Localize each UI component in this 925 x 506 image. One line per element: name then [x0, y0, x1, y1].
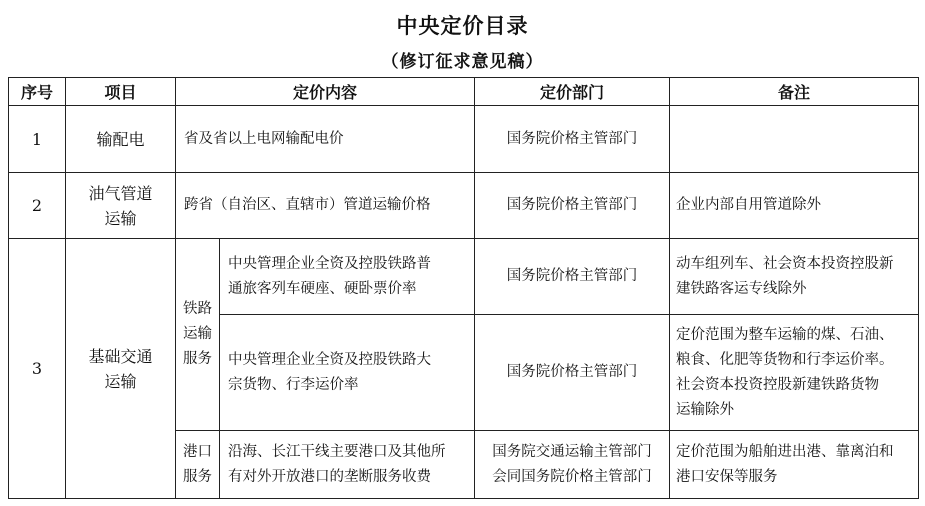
row-seq: 2 [9, 173, 66, 239]
row-seq: 1 [9, 106, 66, 173]
note-line: 定价范围为船舶进出港、靠离泊和 [676, 443, 894, 460]
row-dept: 国务院价格主管部门 [475, 173, 670, 239]
table-row [9, 173, 919, 239]
row-note [670, 239, 919, 315]
row-item-line: 运输 [104, 208, 137, 228]
dept-line: 国务院交通运输主管部门 [492, 443, 652, 460]
row-dept: 国务院价格主管部门 [475, 239, 670, 315]
header-note: 备注 [670, 78, 919, 106]
note-line: 港口安保等服务 [676, 468, 778, 485]
rail-label-line: 铁路 [183, 301, 212, 317]
table-header-row [9, 78, 919, 106]
row-content [220, 431, 475, 499]
rail-service-label [176, 239, 220, 431]
row-item [66, 173, 176, 239]
port-service-label [176, 431, 220, 499]
document-subtitle: （修订征求意见稿） [381, 52, 544, 72]
document-title: 中央定价目录 [396, 14, 529, 38]
row-note [670, 431, 919, 499]
header-content: 定价内容 [176, 78, 475, 106]
port-label-line: 服务 [183, 468, 212, 485]
row-dept: 国务院价格主管部门 [475, 106, 670, 173]
row-note [670, 106, 919, 173]
table-row [9, 106, 919, 173]
header-item: 项目 [66, 78, 176, 106]
note-line: 运输除外 [676, 401, 735, 418]
content-line: 有对外开放港口的垄断服务收费 [228, 468, 431, 485]
row-content: 跨省（自治区、直辖市）管道运输价格 [176, 173, 475, 239]
row-item [66, 239, 176, 499]
rail-label-line: 服务 [183, 351, 212, 367]
rail-label-line: 运输 [183, 326, 212, 342]
row-note: 企业内部自用管道除外 [670, 173, 919, 239]
row-content [220, 315, 475, 431]
content-line: 中央管理企业全资及控股铁路普 [228, 255, 431, 272]
row-seq: 3 [9, 239, 66, 499]
header-seq: 序号 [9, 78, 66, 106]
row-item-line: 基础交通 [88, 346, 153, 366]
row-content: 省及省以上电网输配电价 [176, 106, 475, 173]
note-line: 动车组列车、社会资本投资控股新 [676, 255, 894, 272]
row-dept: 国务院价格主管部门 [475, 315, 670, 431]
content-line: 宗货物、行李运价率 [228, 376, 359, 393]
note-line: 建铁路客运专线除外 [676, 280, 807, 297]
content-line: 沿海、长江干线主要港口及其他所 [228, 443, 446, 460]
content-line: 通旅客列车硬座、硬卧票价率 [228, 280, 417, 297]
port-label-line: 港口 [183, 443, 212, 460]
note-line: 粮食、化肥等货物和行李运价率。 [676, 351, 894, 368]
row-item-line: 运输 [104, 371, 137, 391]
row-content [220, 239, 475, 315]
note-line: 定价范围为整车运输的煤、石油、 [676, 326, 894, 343]
content-line: 中央管理企业全资及控股铁路大 [228, 351, 431, 368]
dept-line: 会同国务院价格主管部门 [492, 468, 652, 485]
row-item: 输配电 [66, 106, 176, 173]
row-item-line: 油气管道 [88, 183, 153, 203]
pricing-catalog-table [8, 77, 919, 499]
note-line: 社会资本投资控股新建铁路货物 [676, 376, 880, 393]
row-note [670, 315, 919, 431]
table-row [9, 239, 919, 315]
row-dept [475, 431, 670, 499]
header-dept: 定价部门 [475, 78, 670, 106]
